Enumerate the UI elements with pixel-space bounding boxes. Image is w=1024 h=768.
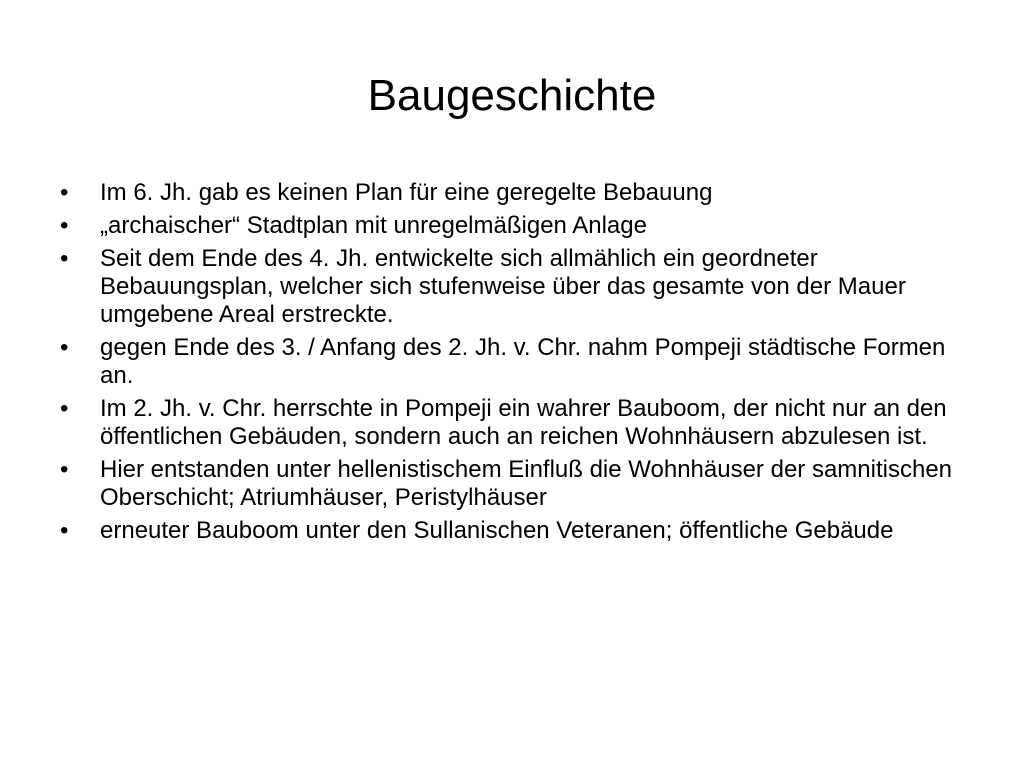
bullet-item: [57, 517, 977, 545]
slide-title: Baugeschichte: [367, 71, 657, 120]
bullet-text: Im 2. Jh. v. Chr. herrschte in Pompeji ein wahrer Bauboom, der nicht nur an den öffentlichen Gebäuden, sondern auch an reichen Wohnhäusern abzulesen ist.: [100, 395, 947, 450]
bullet-item: [57, 179, 977, 207]
bullet-item: [57, 456, 977, 512]
bullet-text: gegen Ende des 3. / Anfang des 2. Jh. v. Chr. nahm Pompeji städtische Formen an.: [100, 334, 946, 389]
bullet-item: [57, 334, 977, 390]
bullet-item: [57, 245, 977, 329]
bullet-text: Hier entstanden unter hellenistischem Einfluß die Wohnhäuser der samnitischen Oberschicht; Atriumhäuser, Peristylhäuser: [100, 456, 953, 511]
bullet-point-icon: •: [60, 517, 69, 544]
bullet-point-icon: •: [60, 395, 69, 422]
bullet-text: Seit dem Ende des 4. Jh. entwickelte sich allmählich ein geordneter Bebauungsplan, welcher sich stufenweise über das gesamte von der Mauer umgebene Areal erstreckte.: [100, 245, 906, 328]
bullet-text: „archaischer“ Stadtplan mit unregelmäßigen Anlage: [100, 212, 647, 239]
bullet-point-icon: •: [60, 334, 69, 361]
bullet-text: Im 6. Jh. gab es keinen Plan für eine geregelte Bebauung: [100, 179, 713, 206]
bullet-point-icon: •: [60, 179, 69, 206]
bullet-item: [57, 212, 977, 240]
bullet-point-icon: •: [60, 245, 69, 272]
bullet-point-icon: •: [60, 456, 69, 483]
bullet-list: [57, 179, 977, 550]
bullet-item: [57, 395, 977, 451]
bullet-text: erneuter Bauboom unter den Sullanischen Veteranen; öffentliche Gebäude: [100, 517, 894, 544]
bullet-point-icon: •: [60, 212, 69, 239]
